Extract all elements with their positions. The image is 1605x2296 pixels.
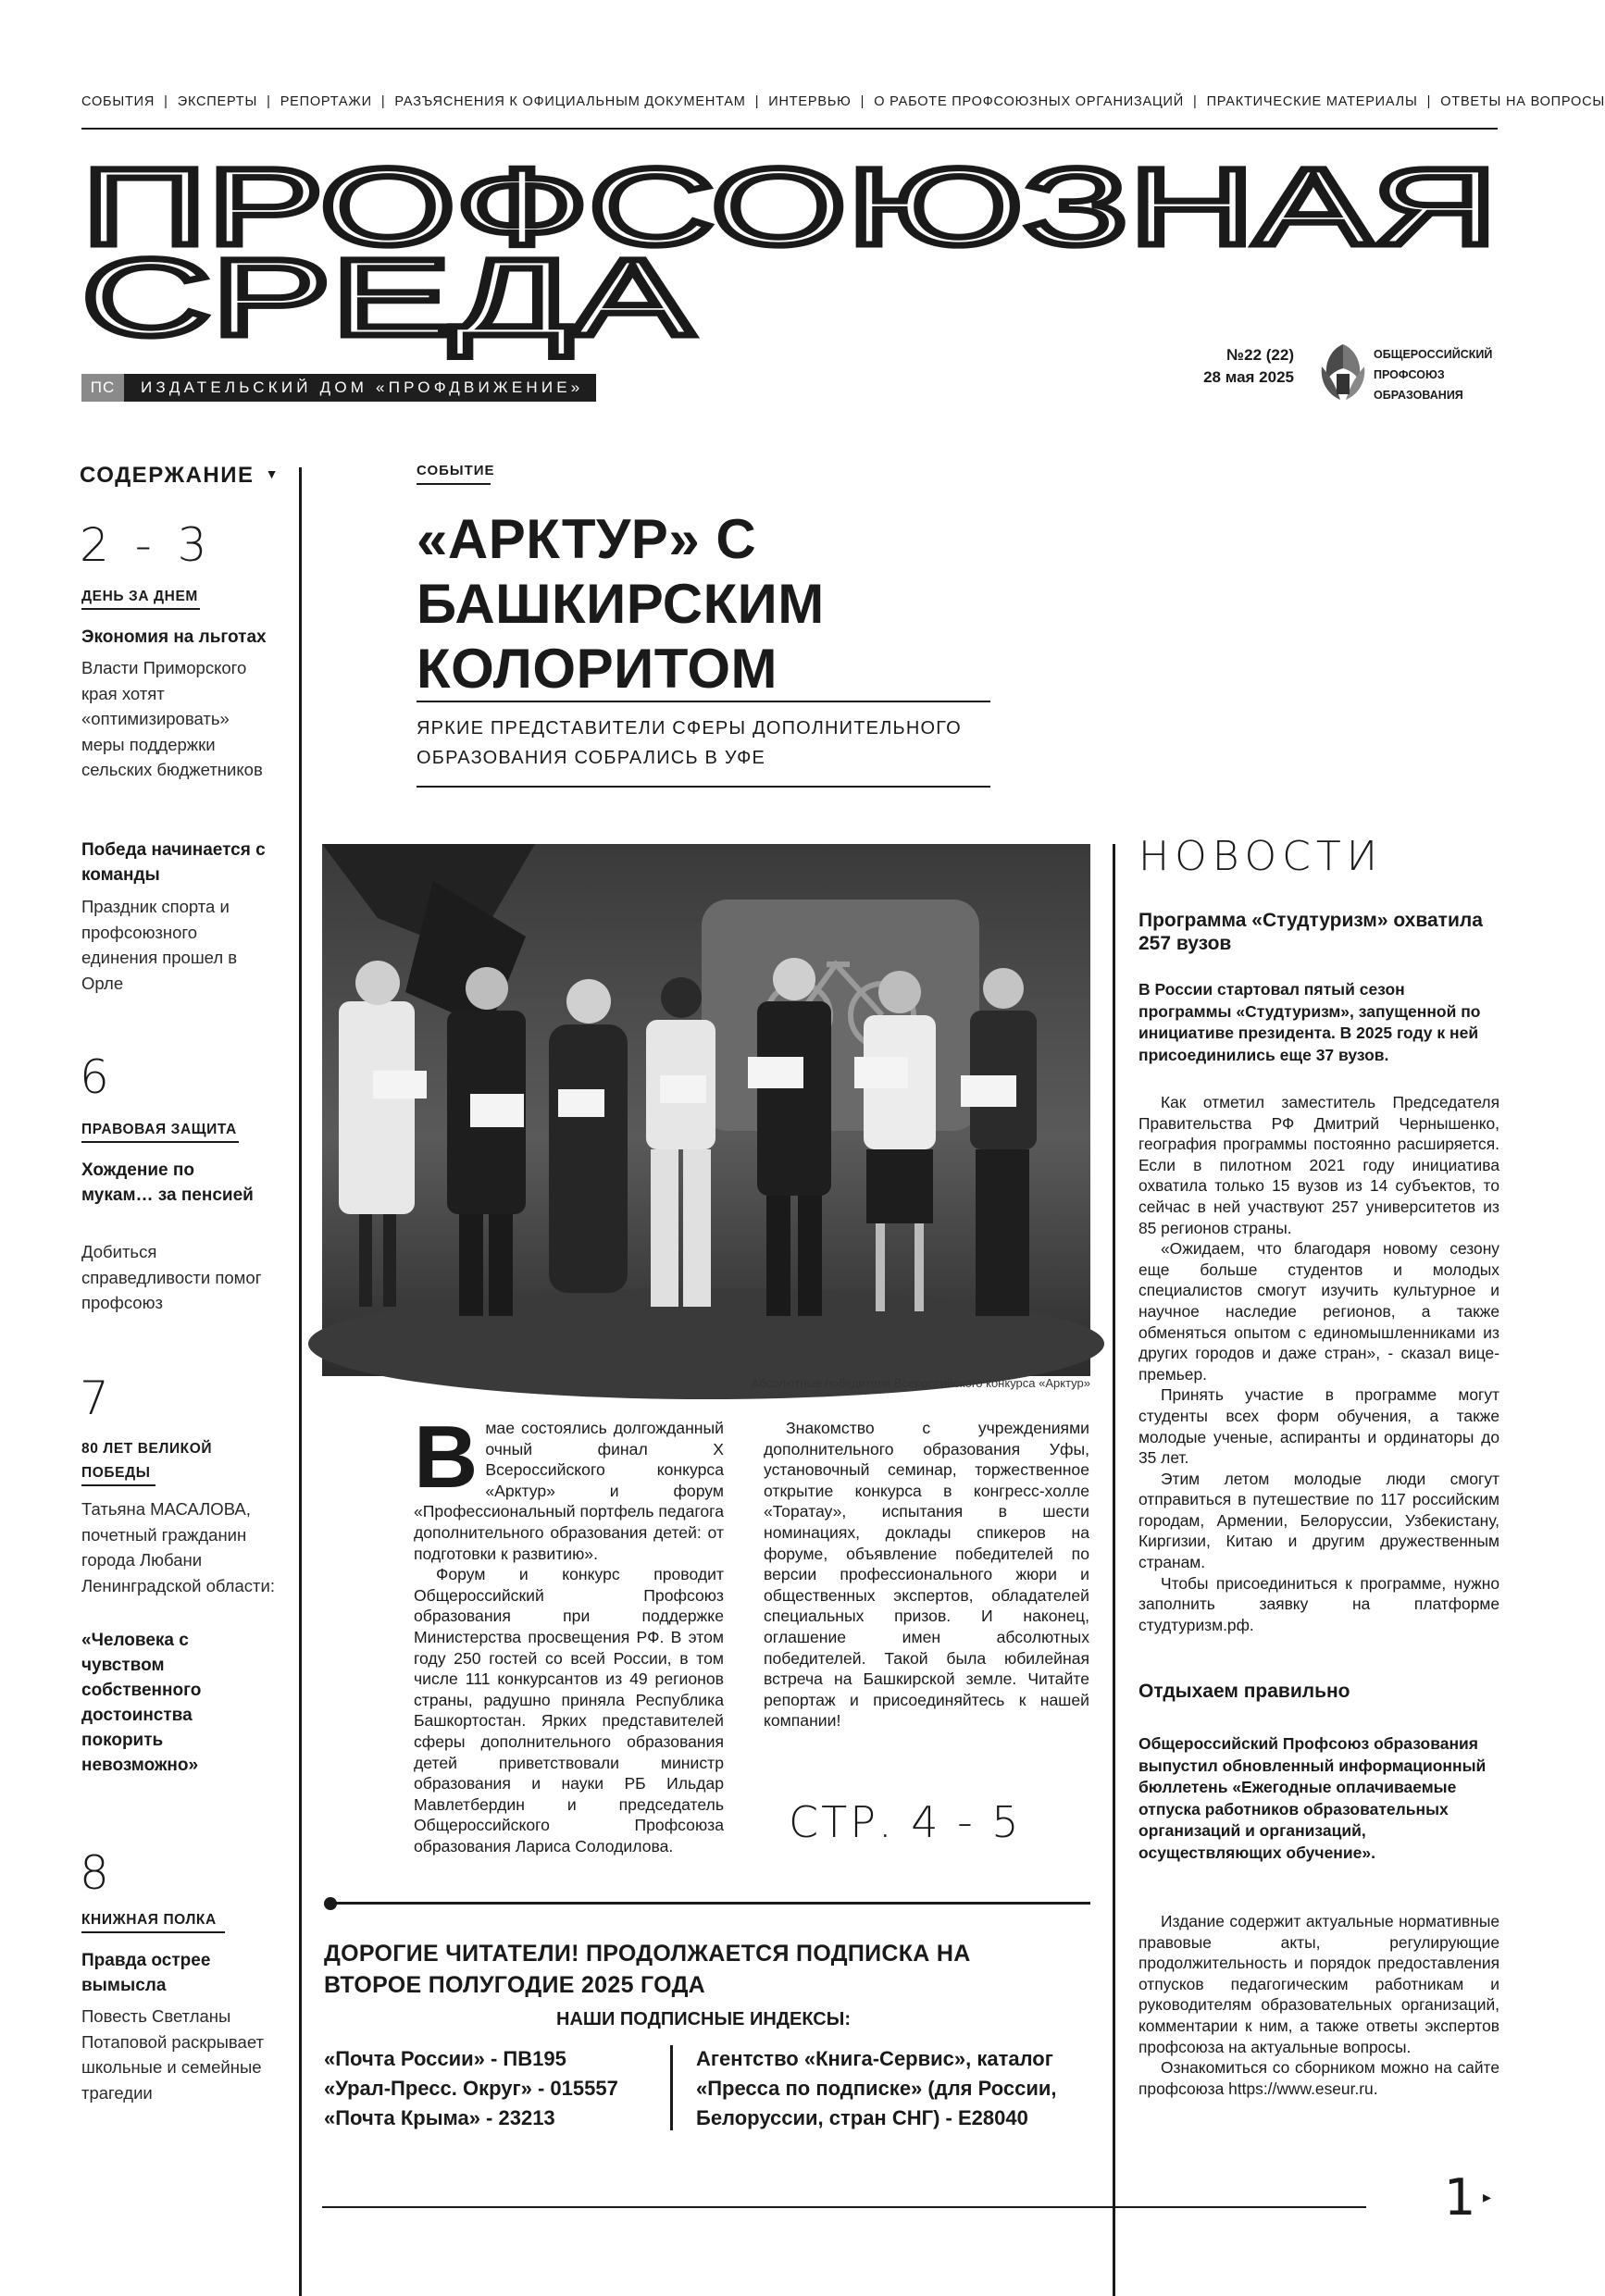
toc-section-label: ДЕНЬ ЗА ДНЕМ bbox=[81, 589, 198, 604]
union-name: ОБЩЕРОССИЙСКИЙ ПРОФСОЮЗ ОБРАЗОВАНИЯ bbox=[1374, 348, 1493, 402]
masthead-line2: СРЕДА bbox=[81, 237, 693, 359]
news-para: Принять участие в программе могут студенты всех форм обучения, а также молодые ученые, аспиранты и ординаторы до 35 лет. bbox=[1138, 1385, 1499, 1468]
publisher-name: ИЗДАТЕЛЬСКИЙ ДОМ «ПРОФДВИЖЕНИЕ» bbox=[124, 374, 596, 402]
nav-explanations[interactable]: РАЗЪЯСНЕНИЯ К ОФИЦИАЛЬНЫМ ДОКУМЕНТАМ bbox=[394, 94, 746, 109]
news-lead: Общероссийский Профсоюз образования выпустил обновленный информационный бюллетень «Ежегодные оплачиваемые отпуска работников образовательных организаций и организаций, осуществляющих обучение». bbox=[1138, 1734, 1487, 1862]
column-divider bbox=[299, 467, 302, 2296]
article-subhead: ЯРКИЕ ПРЕДСТАВИТЕЛИ СФЕРЫ ДОПОЛНИТЕЛЬНОГО ОБРАЗОВАНИЯ СОБРАЛИСЬ В УФЕ bbox=[417, 718, 962, 768]
contents-heading-label: СОДЕРЖАНИЕ bbox=[80, 463, 255, 488]
article-photo bbox=[322, 844, 1090, 1376]
toc-section-label: КНИЖНАЯ ПОЛКА bbox=[81, 1912, 217, 1928]
headline-divider bbox=[417, 701, 990, 702]
contents-heading bbox=[80, 463, 280, 489]
news-para: Этим летом молодые люди смогут отправиться в путешествие по 117 российским городам, Армении, Белоруссии, Узбекистану, Киргизии, Китаю и другим дружественным странам. bbox=[1138, 1469, 1499, 1572]
news-para: Как отметил заместитель Председателя Правительства РФ Дмитрий Чернышенко, география программы постоянно расширяется. Если в пилотном 2021 году инициатива охватила только 15 вузов из 14 субъектов, то сейчас в ней участвуют 257 университетов из 85 регионов страны. bbox=[1138, 1093, 1499, 1237]
nav-interviews[interactable]: ИНТЕРВЬЮ bbox=[768, 94, 852, 109]
article-headline[interactable]: «АРКТУР» С БАШКИРСКИМ КОЛОРИТОМ bbox=[417, 508, 825, 700]
subscription-heading: ДОРОГИЕ ЧИТАТЕЛИ! ПРОДОЛЖАЕТСЯ ПОДПИСКА НА ВТОРОЕ ПОЛУГОДИЕ 2025 ГОДА bbox=[324, 1941, 971, 1998]
footer-divider bbox=[322, 2206, 1366, 2208]
toc-page-number: 7 bbox=[80, 1371, 115, 1425]
nav-separator: | bbox=[380, 94, 386, 109]
page-reference-link[interactable]: СТР. 4 - 5 bbox=[789, 1797, 1022, 1847]
caret-down-icon: ▼ bbox=[265, 466, 280, 481]
nav-events[interactable]: СОБЫТИЯ bbox=[81, 94, 156, 109]
union-logo-icon bbox=[1316, 339, 1370, 407]
toc-article-desc: Праздник спорта и профсоюзного единения прошел в Орле bbox=[81, 897, 238, 993]
nav-separator: | bbox=[860, 94, 865, 109]
toc-article-desc: Повесть Светланы Потаповой раскрывает школьные и семейные трагедии bbox=[81, 2006, 264, 2103]
toc-article-title[interactable]: Хождение по мукам… за пенсией bbox=[81, 1160, 254, 1205]
column-divider bbox=[1113, 844, 1115, 2296]
page-arrow-icon: ▸ bbox=[1483, 2188, 1492, 2206]
subscription-divider bbox=[331, 1902, 1090, 1905]
toc-article-title[interactable]: Экономия на льготах bbox=[81, 627, 267, 647]
article-kicker: СОБЫТИЕ bbox=[417, 463, 495, 478]
subscription-index-agency: Агентство «Книга-Сервис», каталог «Пресса по подписке» (для России, Белоруссии, стран СНГ) - Е28040 bbox=[696, 2047, 1057, 2129]
top-navigation bbox=[81, 94, 1605, 109]
subscription-vertical-divider bbox=[670, 2045, 673, 2130]
news-lead: В России стартовал пятый сезон программы «Студтуризм», запущенной по инициативе президента. В 2025 году к ней присоединились еще 37 вузов. bbox=[1138, 980, 1481, 1064]
nav-separator: | bbox=[267, 94, 271, 109]
nav-practical[interactable]: ПРАКТИЧЕСКИЕ МАТЕРИАЛЫ bbox=[1206, 94, 1418, 109]
toc-section-label: 80 ЛЕТ ВЕЛИКОЙ ПОБЕДЫ bbox=[81, 1441, 213, 1481]
nav-separator: | bbox=[1426, 94, 1432, 109]
article-body-col1 bbox=[414, 1408, 724, 1856]
publisher-bar bbox=[81, 374, 596, 402]
subscription-index: «Почта России» - ПВ195 bbox=[324, 2047, 566, 2070]
nav-union-work[interactable]: О РАБОТЕ ПРОФСОЮЗНЫХ ОРГАНИЗАЦИЙ bbox=[874, 94, 1184, 109]
subscription-indexes-left bbox=[324, 2044, 666, 2133]
news-title[interactable]: Программа «Студтуризм» охватила 257 вузов bbox=[1138, 910, 1483, 954]
nav-reports[interactable]: РЕПОРТАЖИ bbox=[280, 94, 372, 109]
toc-divider bbox=[81, 1141, 239, 1143]
article-para: Форум и конкурс проводит Общероссийский Профсоюз образования при поддержке Министерства просвещения РФ. В этом году 250 гостей со всей России, в том числе 111 конкурсантов из 49 регионов страны, радушно приняла Республика Башкортостан. Ярких представителей сферы дополнительного образования детей приветствовали министр образования и науки РБ Ильдар Мавлетбердин и председатель Общероссийского Профсоюза образования Лариса Солодилова. bbox=[414, 1565, 724, 1855]
ps-badge: ПС bbox=[81, 374, 124, 402]
subscription-index: «Урал-Пресс. Округ» - 015557 bbox=[324, 2077, 618, 2100]
toc-article-title[interactable]: Правда острее вымысла bbox=[81, 1951, 211, 1995]
news-para: Чтобы присоединиться к программе, нужно заполнить заявку на платформе студтуризм.рф. bbox=[1138, 1573, 1499, 1634]
toc-article-title[interactable]: Победа начинается с команды bbox=[81, 840, 266, 885]
nav-answers[interactable]: ОТВЕТЫ НА ВОПРОСЫ bbox=[1440, 94, 1605, 109]
news-heading: НОВОСТИ bbox=[1138, 833, 1383, 880]
toc-section-label: ПРАВОВАЯ ЗАЩИТА bbox=[81, 1122, 237, 1137]
toc-article-desc: Власти Приморского края хотят «оптимизировать» меры поддержки сельских бюджетников bbox=[81, 658, 263, 779]
issue-date: 28 мая 2025 bbox=[1203, 368, 1294, 386]
nav-separator: | bbox=[754, 94, 760, 109]
masthead-line1: ПРОФСОЮЗНАЯ bbox=[81, 146, 1498, 268]
nav-separator: | bbox=[1192, 94, 1198, 109]
subhead-divider bbox=[417, 786, 990, 788]
kicker-underline bbox=[417, 483, 491, 485]
drop-cap: В bbox=[414, 1408, 479, 1507]
news-para: Ознакомиться со сборником можно на сайте профсоюза https://www.eseur.ru. bbox=[1138, 2058, 1499, 2098]
toc-article-quote[interactable]: «Человека с чувством собственного достоинства покорить невозможно» bbox=[81, 1631, 202, 1775]
toc-divider bbox=[81, 1931, 225, 1933]
news-body bbox=[1138, 1092, 1499, 1635]
subscription-index: «Почта Крыма» - 23213 bbox=[324, 2106, 555, 2129]
top-divider bbox=[81, 128, 1498, 130]
page-number: 1 bbox=[1444, 2168, 1476, 2227]
news-title[interactable]: Отдыхаем правильно bbox=[1138, 1681, 1350, 1702]
toc-page-number: 2 - 3 bbox=[80, 518, 213, 572]
photo-caption: Абсолютные победители Всероссийского конкурса «Арктур» bbox=[751, 1376, 1090, 1390]
toc-divider bbox=[81, 608, 200, 610]
toc-divider bbox=[81, 1484, 156, 1486]
subscription-indexes-heading: НАШИ ПОДПИСНЫЕ ИНДЕКСЫ: bbox=[556, 2009, 851, 2029]
news-body bbox=[1138, 1911, 1499, 2099]
toc-page-number: 8 bbox=[80, 1846, 115, 1900]
toc-article-desc: Добиться справедливости помог профсоюз bbox=[81, 1242, 262, 1312]
article-para: мае состоялись долгожданный очный финал X Всероссийского конкурса «Арктур» и форум «Профессиональный портфель педагога дополнительного образования детей: от подготовки к развитию». bbox=[414, 1419, 724, 1563]
toc-article-desc: Татьяна МАСАЛОВА, почетный гражданин города Любани Ленинградской области: bbox=[81, 1499, 275, 1595]
article-para: Знакомство с учреждениями дополнительного образования Уфы, установочный семинар, торжественное открытие конкурса в конгресс-холле «Торатау», испытания в шести номинациях, доклады спикеров на форуме, объявление победителей по версии профессионального жюри и общественных экспертов, обладателей специальных призов. И наконец, оглашение имен абсолютных победителей. Такой была юбилейная встреча на Башкирской земле. Читайте репортаж и присоединяйтесь к нашей компании! bbox=[764, 1419, 1089, 1731]
toc-page-number: 6 bbox=[80, 1050, 115, 1104]
issue-number: №22 (22) bbox=[1226, 346, 1294, 364]
news-para: Издание содержит актуальные нормативные правовые акты, регулирующие продолжительность и порядок предоставления отпусков педагогическим работникам и руководителям образовательных организаций, комментарии к ним, а также ответы экспертов профсоюза на актуальные вопросы. bbox=[1138, 1912, 1499, 2056]
article-body-col2 bbox=[764, 1418, 1089, 1731]
nav-separator: | bbox=[164, 94, 168, 109]
nav-experts[interactable]: ЭКСПЕРТЫ bbox=[177, 94, 258, 109]
news-para: «Ожидаем, что благодаря новому сезону еще больше студентов и молодых специалистов смогут изучить культурное и научное наследие регионов, а также обменяться опытом с единомышленниками из других городов и даже стран», - сказал вице-премьер. bbox=[1138, 1239, 1499, 1384]
